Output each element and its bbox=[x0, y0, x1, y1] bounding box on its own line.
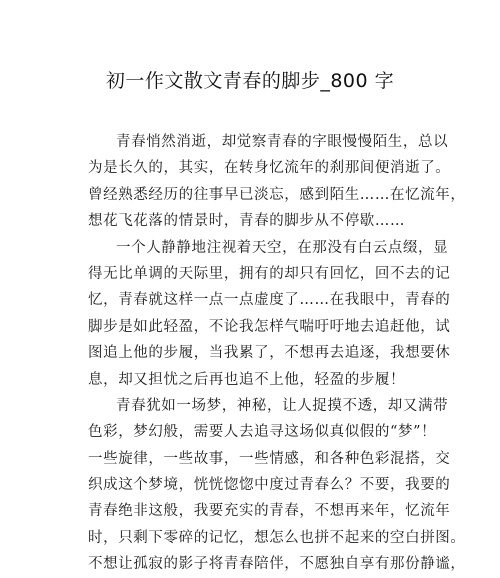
text-line: 青春犹如一场梦，神秘，让人捉摸不透，却又满带 bbox=[116, 397, 449, 414]
text-line: 青春悄然消逝，却觉察青春的字眼慢慢陌生，总以 bbox=[116, 134, 449, 150]
text-line: 青春绝非这般，我要充实的青春，不想再来年，忆流年 bbox=[88, 503, 451, 520]
text-line: 图追上他的步履，当我累了，不想再去追逐，我想要休 bbox=[88, 345, 451, 362]
text-line: 不想让孤寂的影子将青春陪伴，不愿独自享有那份静谧， bbox=[88, 556, 466, 573]
text-line: 忆，青春就这样一点一点虚度了……在我眼中，青春的 bbox=[88, 292, 451, 309]
text-line: 息，却又担忧之后再也追不上他，轻盈的步履！ bbox=[88, 371, 406, 388]
text-line: 一个人静静地注视着天空，在那没有白云点缀，显 bbox=[116, 239, 449, 256]
text-line: 色彩，梦幻般，需要人去追寻这场似真似假的“梦”！ bbox=[88, 424, 437, 441]
text-line: 脚步是如此轻盈，不论我怎样气喘吁吁地去追赶他，试 bbox=[88, 318, 451, 335]
text-line: 曾经熟悉经历的往事早已淡忘，感到陌生……在忆流年， bbox=[88, 186, 466, 203]
text-line: 一些旋律，一些故事，一些情感，和各种色彩混搭，交 bbox=[88, 450, 451, 467]
document-body bbox=[88, 129, 466, 578]
text-line: 想花飞花落的情景时，青春的脚步从不停歇…… bbox=[88, 213, 406, 230]
text-line: 为是长久的，其实，在转身忆流年的刹那间便消逝了。 bbox=[88, 160, 451, 177]
document-title: 初一作文散文青春的脚步_800 字 bbox=[105, 70, 395, 92]
text-line: 时，只剩下零碎的记忆，想怎么也拼不起来的空白拼图。 bbox=[88, 529, 466, 546]
text-line: 织成这个梦境，恍恍惚惚中度过青春么？不要，我要的 bbox=[88, 477, 451, 494]
text-line: 得无比单调的天际里，拥有的却只有回忆，回不去的记 bbox=[88, 265, 451, 282]
